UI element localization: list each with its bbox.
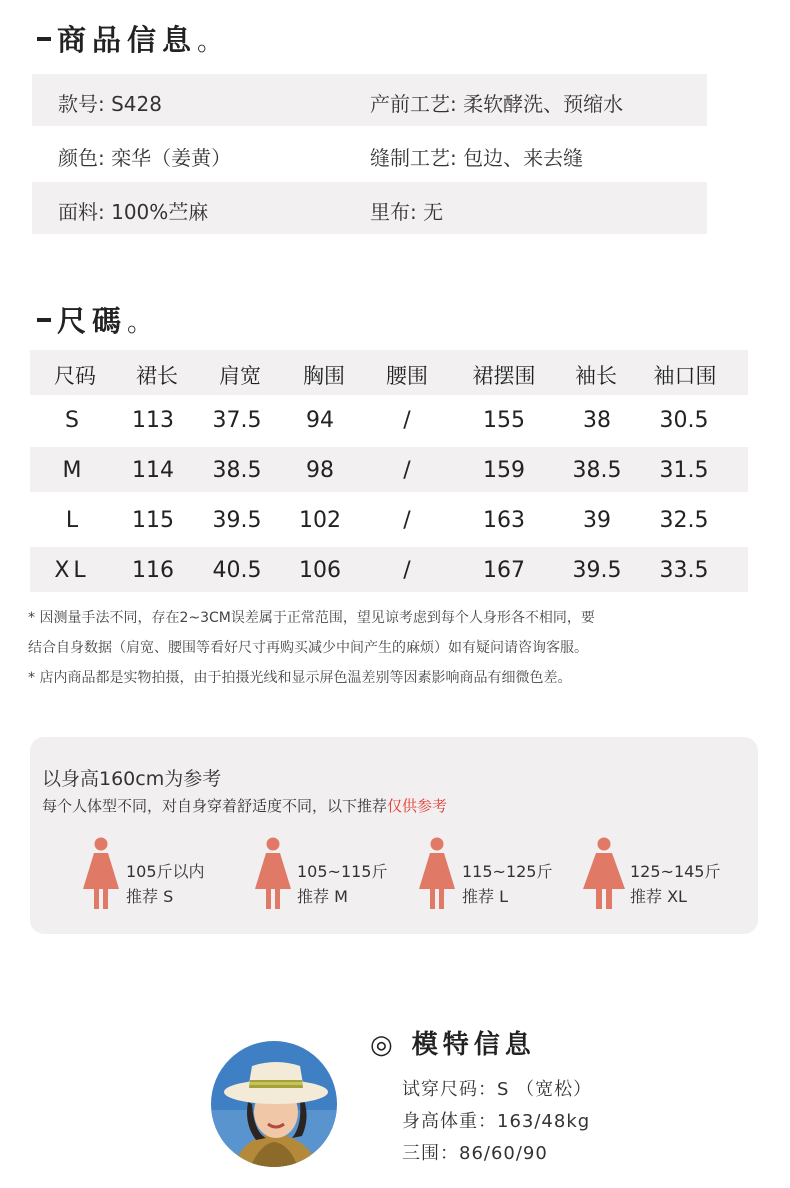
table-cell: 39.5 bbox=[212, 508, 262, 533]
table-cell: M bbox=[62, 458, 82, 483]
table-cell: / bbox=[403, 408, 411, 433]
table-cell: 102 bbox=[299, 508, 341, 533]
table-cell: 38.5 bbox=[572, 458, 622, 483]
size-table-header bbox=[30, 350, 748, 395]
reference-title: 以身高160cm为参考 bbox=[42, 768, 222, 790]
header-cell: 肩宽 bbox=[219, 364, 261, 388]
info-color: 颜色: 栾华（姜黄） bbox=[58, 146, 232, 170]
product-info-heading bbox=[37, 18, 223, 59]
info-row-2 bbox=[32, 128, 707, 180]
table-row-xl bbox=[30, 547, 748, 592]
table-cell: 39.5 bbox=[572, 558, 622, 583]
figure-2-text bbox=[297, 859, 388, 909]
table-cell: S bbox=[65, 408, 79, 433]
recommended-size: 推荐 S bbox=[126, 887, 174, 906]
model-size: 试穿尺码：S （宽松） bbox=[402, 1079, 593, 1100]
figure-1-text bbox=[126, 859, 205, 909]
table-row-s bbox=[30, 397, 748, 442]
model-info-heading bbox=[370, 1024, 536, 1061]
person-dress-icon bbox=[82, 837, 120, 909]
measurement-note-cont: 结合自身数据（肩宽、腰围等看好尺寸再购买减少中间产生的麻烦）如有疑问请咨询客服。 bbox=[28, 640, 588, 656]
figure-3-text bbox=[462, 859, 553, 909]
info-sewing-process: 缝制工艺: 包边、来去缝 bbox=[370, 146, 584, 170]
table-cell: 30.5 bbox=[659, 408, 709, 433]
header-cell: 袖长 bbox=[575, 364, 617, 388]
heading-dot: 。 bbox=[197, 27, 224, 57]
info-fabric: 面料: 100%苎麻 bbox=[58, 200, 209, 224]
table-cell: 106 bbox=[299, 558, 341, 583]
header-cell: 尺码 bbox=[54, 364, 96, 388]
product-info-title: 商品信息 bbox=[57, 23, 198, 57]
table-cell: 40.5 bbox=[212, 558, 262, 583]
info-lining: 里布: 无 bbox=[370, 200, 444, 224]
table-cell: 167 bbox=[483, 558, 525, 583]
size-chart-heading bbox=[37, 299, 153, 340]
table-cell: / bbox=[403, 558, 411, 583]
header-cell: 袖口围 bbox=[653, 364, 717, 388]
model-measurements: 三围：86/60/90 bbox=[402, 1143, 548, 1164]
recommended-size: 推荐 XL bbox=[630, 887, 687, 906]
header-cell: 裙长 bbox=[136, 364, 178, 388]
model-info-title: 模特信息 bbox=[411, 1030, 536, 1060]
double-circle-icon: ◎ bbox=[370, 1030, 398, 1060]
info-style-number: 款号: S428 bbox=[58, 92, 162, 116]
header-cell: 裙摆围 bbox=[472, 364, 536, 388]
table-cell: 39 bbox=[583, 508, 611, 533]
person-dress-icon bbox=[582, 837, 626, 909]
heading-dash bbox=[37, 37, 51, 41]
table-cell: 163 bbox=[483, 508, 525, 533]
table-cell: 38 bbox=[583, 408, 611, 433]
table-cell: 38.5 bbox=[212, 458, 262, 483]
model-avatar bbox=[210, 1040, 338, 1168]
table-row-m bbox=[30, 447, 748, 492]
weight-range: 105斤以内 bbox=[126, 862, 205, 881]
heading-dot: 。 bbox=[127, 308, 154, 338]
weight-range: 105~115斤 bbox=[297, 862, 388, 881]
size-chart-title: 尺碼 bbox=[57, 304, 128, 338]
reference-highlight: 仅供参考 bbox=[387, 797, 448, 815]
info-row-1 bbox=[32, 74, 707, 126]
table-cell: XL bbox=[54, 558, 90, 583]
height-reference-panel bbox=[30, 737, 758, 934]
weight-range: 115~125斤 bbox=[462, 862, 553, 881]
info-row-3 bbox=[32, 182, 707, 234]
table-cell: 32.5 bbox=[659, 508, 709, 533]
figure-4-text bbox=[630, 859, 721, 909]
table-cell: 114 bbox=[132, 458, 174, 483]
recommended-size: 推荐 M bbox=[297, 887, 348, 906]
table-cell: 37.5 bbox=[212, 408, 262, 433]
table-cell: / bbox=[403, 508, 411, 533]
table-cell: 116 bbox=[132, 558, 174, 583]
person-dress-icon bbox=[418, 837, 456, 909]
table-cell: / bbox=[403, 458, 411, 483]
reference-subtitle-text: 每个人体型不同，对自身穿着舒适度不同，以下推荐 bbox=[42, 797, 388, 815]
color-difference-note: * 店内商品都是实物拍摄，由于拍摄光线和显示屏色温差别等因素影响商品有细微色差。 bbox=[28, 670, 572, 686]
recommended-size: 推荐 L bbox=[462, 887, 509, 906]
person-dress-icon bbox=[254, 837, 292, 909]
table-cell: 115 bbox=[132, 508, 174, 533]
table-cell: 33.5 bbox=[659, 558, 709, 583]
info-pre-process: 产前工艺: 柔软酵洗、预缩水 bbox=[370, 92, 624, 116]
measurement-note: * 因测量手法不同，存在2~3CM误差属于正常范围，望见谅考虑到每个人身形各不相同，要 bbox=[28, 610, 595, 626]
weight-range: 125~145斤 bbox=[630, 862, 721, 881]
header-cell: 胸围 bbox=[303, 364, 345, 388]
table-cell: 155 bbox=[483, 408, 525, 433]
table-cell: 159 bbox=[483, 458, 525, 483]
table-cell: 31.5 bbox=[659, 458, 709, 483]
table-row-l bbox=[30, 497, 748, 542]
table-cell: 113 bbox=[132, 408, 174, 433]
model-height-weight: 身高体重：163/48kg bbox=[402, 1111, 591, 1132]
heading-dash bbox=[37, 318, 51, 322]
table-cell: L bbox=[65, 508, 79, 533]
table-cell: 94 bbox=[306, 408, 334, 433]
reference-subtitle bbox=[42, 795, 447, 816]
table-cell: 98 bbox=[306, 458, 334, 483]
header-cell: 腰围 bbox=[386, 364, 428, 388]
